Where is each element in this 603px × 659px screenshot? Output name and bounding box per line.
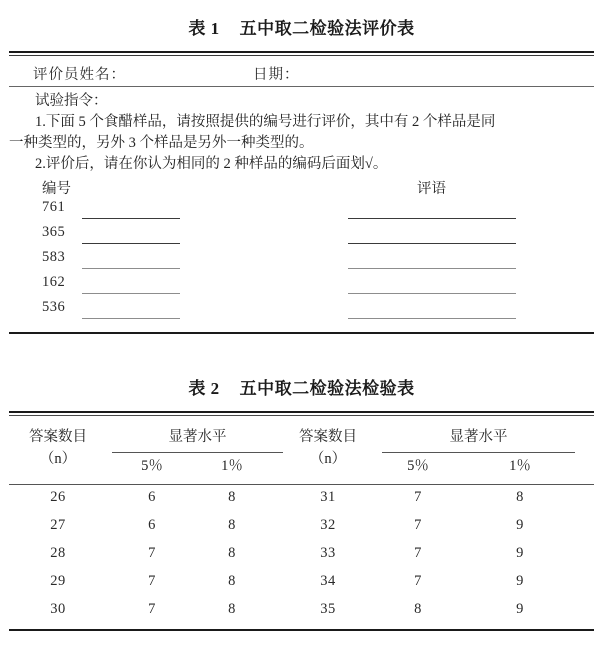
significance-label-left: 显著水平	[168, 428, 227, 445]
table-2-number: 表 2	[188, 379, 220, 398]
table-row	[0, 513, 603, 541]
code-column-label: 编号	[42, 180, 71, 197]
cell-answers-left: 29	[50, 572, 66, 589]
table-1-title-text: 五中取二检验法评价表	[239, 19, 415, 38]
cell-answers-left: 27	[50, 516, 66, 533]
table-row	[0, 569, 603, 597]
sample-code: 583	[42, 248, 66, 265]
table-1-bottom-border	[9, 332, 594, 334]
cell-p5-left: 7	[148, 600, 156, 617]
table-2-bottom-border	[9, 629, 594, 631]
cell-p1-right: 9	[516, 600, 524, 617]
cell-p5-right: 7	[414, 516, 422, 533]
level-1-label-right: 1％	[509, 457, 531, 474]
code-check-blank[interactable]	[82, 268, 180, 269]
instruction-1-line-1: 1.下面 5 个食醋样品，请按照提供的编号进行评价，其中有 2 个样品是同	[35, 113, 496, 130]
table-2-title-text: 五中取二检验法检验表	[239, 379, 415, 398]
answers-count-unit-left: （n）	[39, 450, 77, 467]
cell-p5-left: 7	[148, 572, 156, 589]
cell-p5-right: 7	[414, 488, 422, 505]
sample-code: 162	[42, 273, 66, 290]
code-entry-row	[0, 249, 603, 274]
sample-code: 365	[42, 223, 66, 240]
cell-p5-left: 6	[148, 488, 156, 505]
level-5-label-right: 5％	[407, 457, 429, 474]
code-check-blank[interactable]	[82, 318, 180, 319]
cell-answers-right: 31	[320, 488, 336, 505]
cell-p1-left: 8	[228, 600, 236, 617]
answers-count-label-right: 答案数目	[299, 428, 357, 445]
cell-p1-left: 8	[228, 572, 236, 589]
significance-label-right: 显著水平	[449, 428, 508, 445]
table-row	[0, 541, 603, 569]
cell-p5-right: 8	[414, 600, 422, 617]
cell-p1-right: 9	[516, 544, 524, 561]
assessor-name-label: 评价员姓名：	[33, 66, 126, 83]
instruction-2: 2.评价后，请在你认为相同的 2 种样品的编码后面划√。	[35, 155, 388, 172]
comment-blank[interactable]	[348, 218, 516, 219]
cell-p1-right: 8	[516, 488, 524, 505]
sample-code: 761	[42, 198, 66, 215]
table-1-number: 表 1	[188, 19, 220, 38]
cell-answers-right: 33	[320, 544, 336, 561]
sample-code: 536	[42, 298, 66, 315]
cell-p1-left: 8	[228, 516, 236, 533]
cell-answers-left: 28	[50, 544, 66, 561]
instructions-heading: 试验指令：	[35, 92, 108, 109]
code-check-blank[interactable]	[82, 243, 180, 244]
code-check-blank[interactable]	[82, 293, 180, 294]
cell-p5-left: 7	[148, 544, 156, 561]
comment-blank[interactable]	[348, 243, 516, 244]
cell-p1-left: 8	[228, 544, 236, 561]
code-check-blank[interactable]	[82, 218, 180, 219]
comment-blank[interactable]	[348, 268, 516, 269]
cell-answers-left: 26	[50, 488, 66, 505]
comment-blank[interactable]	[348, 318, 516, 319]
cell-p1-left: 8	[228, 488, 236, 505]
cell-p1-right: 9	[516, 516, 524, 533]
table-1-title	[0, 14, 603, 39]
table-1-header-row	[0, 56, 603, 86]
code-entry-row	[0, 274, 603, 299]
table-1-body	[0, 87, 603, 324]
cell-answers-left: 30	[50, 600, 66, 617]
cell-p1-right: 9	[516, 572, 524, 589]
table-2-top-border	[9, 411, 594, 413]
cell-answers-right: 32	[320, 516, 336, 533]
cell-p5-left: 6	[148, 516, 156, 533]
comment-column-label: 评语	[417, 180, 446, 197]
code-entry-row	[0, 199, 603, 224]
table-row	[0, 485, 603, 513]
cell-p5-right: 7	[414, 544, 422, 561]
level-5-label-left: 5％	[141, 457, 163, 474]
table-2-title	[0, 374, 603, 399]
table-2-header	[0, 416, 603, 484]
table-2-section	[0, 374, 603, 631]
table-row	[0, 597, 603, 625]
level-1-label-left: 1％	[221, 457, 243, 474]
cell-answers-right: 35	[320, 600, 336, 617]
instructions-block	[9, 91, 589, 175]
comment-blank[interactable]	[348, 293, 516, 294]
table-1-top-border	[9, 51, 594, 53]
code-entry-row	[0, 299, 603, 324]
significance-span-rule-right	[382, 452, 575, 453]
instruction-1-line-2: 一种类型的，另外 3 个样品是另外一种类型的。	[9, 134, 314, 151]
date-label: 日期：	[253, 66, 300, 83]
code-entry-row	[0, 224, 603, 249]
significance-span-rule-left	[112, 452, 283, 453]
answers-count-unit-right: （n）	[309, 450, 347, 467]
cell-answers-right: 34	[320, 572, 336, 589]
answers-count-label-left: 答案数目	[29, 428, 87, 445]
table-2-body	[0, 485, 603, 625]
codes-column-headers	[0, 175, 603, 199]
cell-p5-right: 7	[414, 572, 422, 589]
